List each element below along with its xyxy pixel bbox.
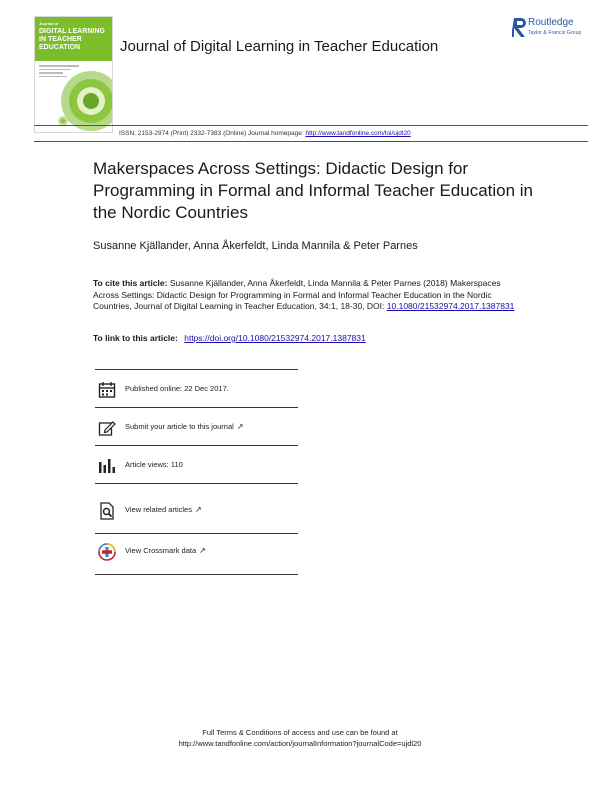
info-divider — [95, 574, 298, 575]
journal-homepage-link[interactable]: http://www.tandfonline.com/loi/ujdl20 — [305, 130, 411, 137]
article-link-line — [93, 333, 366, 343]
magnifier-icon — [98, 502, 116, 520]
info-divider — [95, 445, 298, 446]
submit-article-row[interactable] — [98, 409, 296, 445]
bar-chart-icon — [98, 457, 116, 475]
crossmark-link[interactable] — [125, 546, 206, 555]
article-title: Makerspaces Across Settings: Didactic Design for Programming in Formal and Informal Teacher Education in the Nordic Countries — [93, 159, 534, 222]
citation-text: Susanne Kjällander, Anna Åkerfeldt, Linda Mannila & Peter Parnes (2018) Makerspaces Across Settings: Didactic Design for Programming in Formal and Informal Teacher Education in the Nordic Countries, Journal of Digital Learning in Teacher Education, 34:1, 18-30, — [93, 278, 501, 312]
related-articles-row[interactable] — [98, 492, 296, 528]
journal-name: Journal of Digital Learning in Teacher Education — [120, 38, 439, 55]
calendar-icon — [98, 381, 116, 399]
article-views-text: Article views: 110 — [125, 460, 183, 469]
submit-article-text: Submit your article to this journal — [125, 422, 234, 431]
related-articles-link[interactable] — [125, 505, 202, 514]
citation-label: To cite this article: — [93, 278, 168, 288]
article-url-link[interactable]: https://doi.org/10.1080/21532974.2017.1387831 — [184, 333, 366, 343]
info-divider — [95, 407, 298, 408]
header-divider-bottom — [34, 141, 588, 142]
external-link-icon: ↗ — [236, 422, 244, 431]
cover-series-label: Journal of — [39, 21, 59, 26]
link-label: To link to this article: — [93, 333, 178, 343]
pencil-icon — [98, 419, 116, 437]
cover-graphic — [53, 63, 113, 133]
publisher-tagline: Taylor & Francis Group — [528, 30, 582, 36]
related-articles-text: View related articles — [125, 505, 192, 514]
publisher-name: Routledge — [528, 17, 574, 28]
issn-text: ISSN: 2153-2974 (Print) 2332-7383 (Online) Journal homepage: — [119, 130, 304, 137]
external-link-icon: ↗ — [194, 505, 202, 514]
crossmark-icon — [98, 543, 116, 561]
info-divider — [95, 369, 298, 370]
external-link-icon: ↗ — [199, 546, 206, 555]
footer-terms-url[interactable]: http://www.tandfonline.com/action/journalInformation?journalCode=ujdl20 — [178, 739, 422, 748]
crossmark-text: View Crossmark data — [125, 546, 197, 555]
issn-line — [119, 130, 411, 137]
article-views-row — [98, 447, 296, 483]
cover-title: DIGITAL LEARNING IN TEACHER EDUCATION — [39, 28, 105, 51]
doi-link[interactable]: 10.1080/21532974.2017.1387831 — [386, 301, 515, 312]
crossmark-row[interactable] — [98, 533, 296, 569]
article-authors: Susanne Kjällander, Anna Åkerfeldt, Linda Mannila & Peter Parnes — [93, 240, 418, 252]
published-online-text: Published online: 22 Dec 2017. — [125, 384, 229, 393]
doi-label: DOI: — [366, 301, 385, 312]
footer-terms-text: Full Terms & Conditions of access and use can be found at — [202, 728, 398, 737]
submit-article-link[interactable] — [125, 422, 244, 431]
published-online-row — [98, 371, 296, 407]
journal-cover-image — [34, 16, 113, 133]
info-divider — [95, 483, 298, 484]
citation-block — [93, 278, 523, 313]
header-divider-top — [34, 125, 588, 126]
